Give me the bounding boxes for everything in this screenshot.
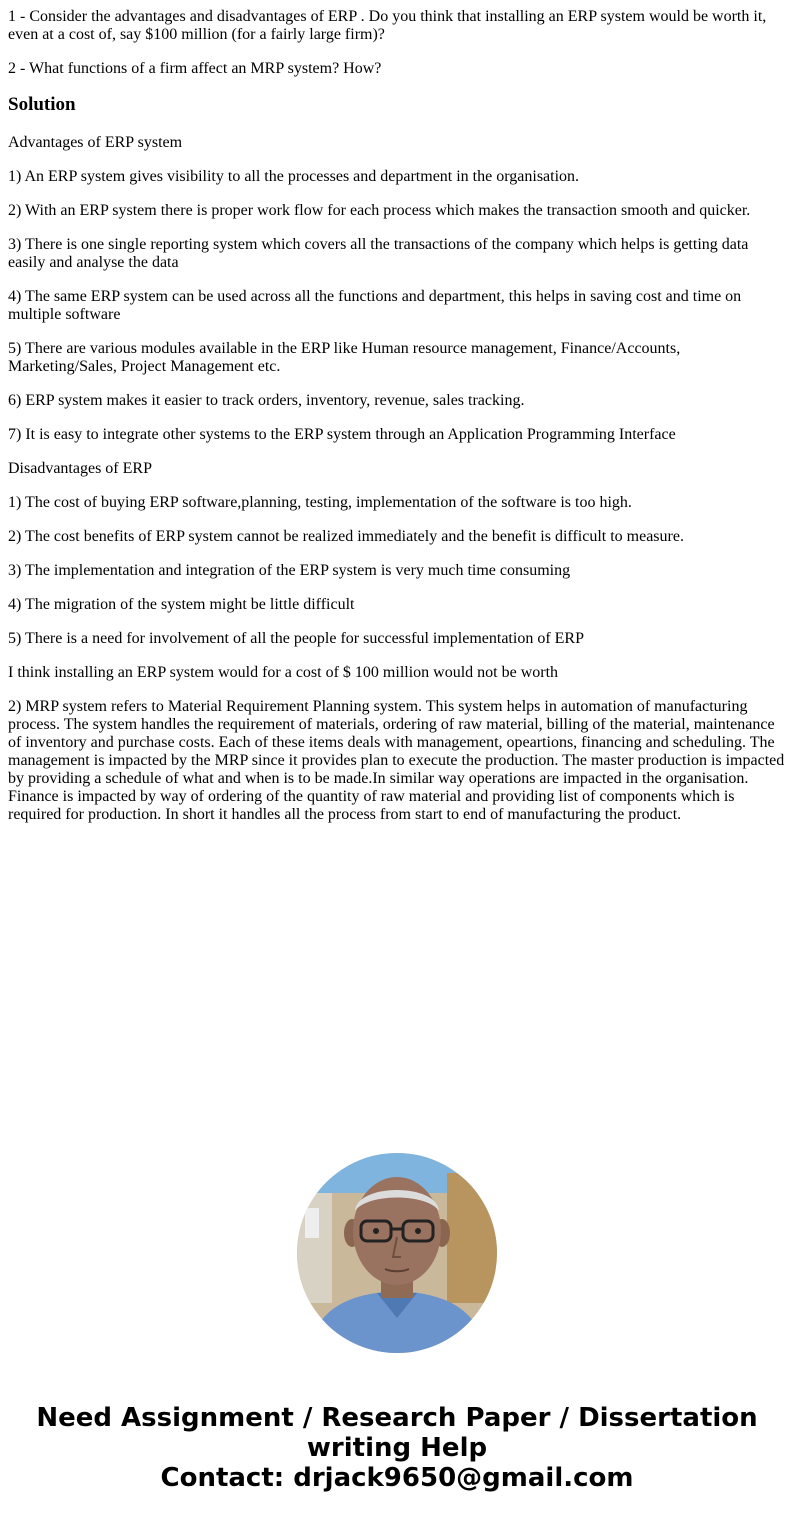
promo-line-2: writing Help: [306, 1433, 488, 1463]
question-2: 2 - What functions of a firm affect an MRP system? How?: [8, 60, 382, 77]
disadvantage-item: 5) There is a need for involvement of all the people for successful implementation of ERP: [8, 630, 584, 647]
advantage-item: 1) An ERP system gives visibility to all the processes and department in the organisation.: [8, 168, 580, 185]
avatar: [297, 1153, 497, 1353]
conclusion-text: I think installing an ERP system would for a cost of $ 100 million would not be worth: [8, 664, 559, 681]
disadvantages-heading: Disadvantages of ERP: [8, 460, 152, 477]
advantage-item: 4) The same ERP system can be used across all the functions and department, this helps in saving cost and time on multiple software: [8, 288, 742, 323]
avatar-portrait-icon: [297, 1153, 497, 1353]
disadvantage-item: 2) The cost benefits of ERP system cannot be realized immediately and the benefit is difficult to measure.: [8, 528, 684, 545]
solution-heading: Solution: [8, 94, 76, 115]
disadvantage-item: 4) The migration of the system might be little difficult: [8, 596, 355, 613]
advantage-item: 5) There are various modules available in the ERP like Human resource management, Finance/Accounts, Marketing/Sales, Project Management etc.: [8, 340, 681, 375]
question-1: 1 - Consider the advantages and disadvantages of ERP . Do you think that installing an ERP system would be worth it, even at a cost of, say $100 million (for a fairly large firm)?: [8, 8, 767, 43]
document-body: [8, 8, 786, 840]
disadvantage-item: 1) The cost of buying ERP software,planning, testing, implementation of the software is too high.: [8, 494, 632, 511]
advantage-item: 7) It is easy to integrate other systems to the ERP system through an Application Programming Interface: [8, 426, 676, 443]
advantage-item: 6) ERP system makes it easier to track orders, inventory, revenue, sales tracking.: [8, 392, 525, 409]
promo-banner: [0, 1403, 794, 1493]
disadvantage-item: 3) The implementation and integration of the ERP system is very much time consuming: [8, 562, 571, 579]
advantages-heading: Advantages of ERP system: [8, 134, 183, 151]
advantage-item: 2) With an ERP system there is proper work flow for each process which makes the transaction smooth and quicker.: [8, 202, 751, 219]
promo-contact: Contact: drjack9650@gmail.com: [160, 1463, 634, 1493]
mrp-answer: 2) MRP system refers to Material Requirement Planning system. This system helps in automation of manufacturing process. The system handles the requirement of materials, ordering of raw material, billing of the material, maintenance of inventory and purchase costs. Each of these items deals with management, opeartions, financing and scheduling. The management is impacted by the MRP since it provides plan to execute the production. The master production is impacted by providing a schedule of what and when is to be made.In similar way operations are impacted in the organisation. Finance is impacted by way of ordering of the quantity of raw material and providing list of components which is required for production. In short it handles all the process from start to end of manufacturing the product.: [8, 698, 785, 823]
promo-line-1: Need Assignment / Research Paper / Dissertation: [36, 1403, 758, 1433]
advantage-item: 3) There is one single reporting system which covers all the transactions of the company which helps is getting data easily and analyse the data: [8, 236, 749, 271]
